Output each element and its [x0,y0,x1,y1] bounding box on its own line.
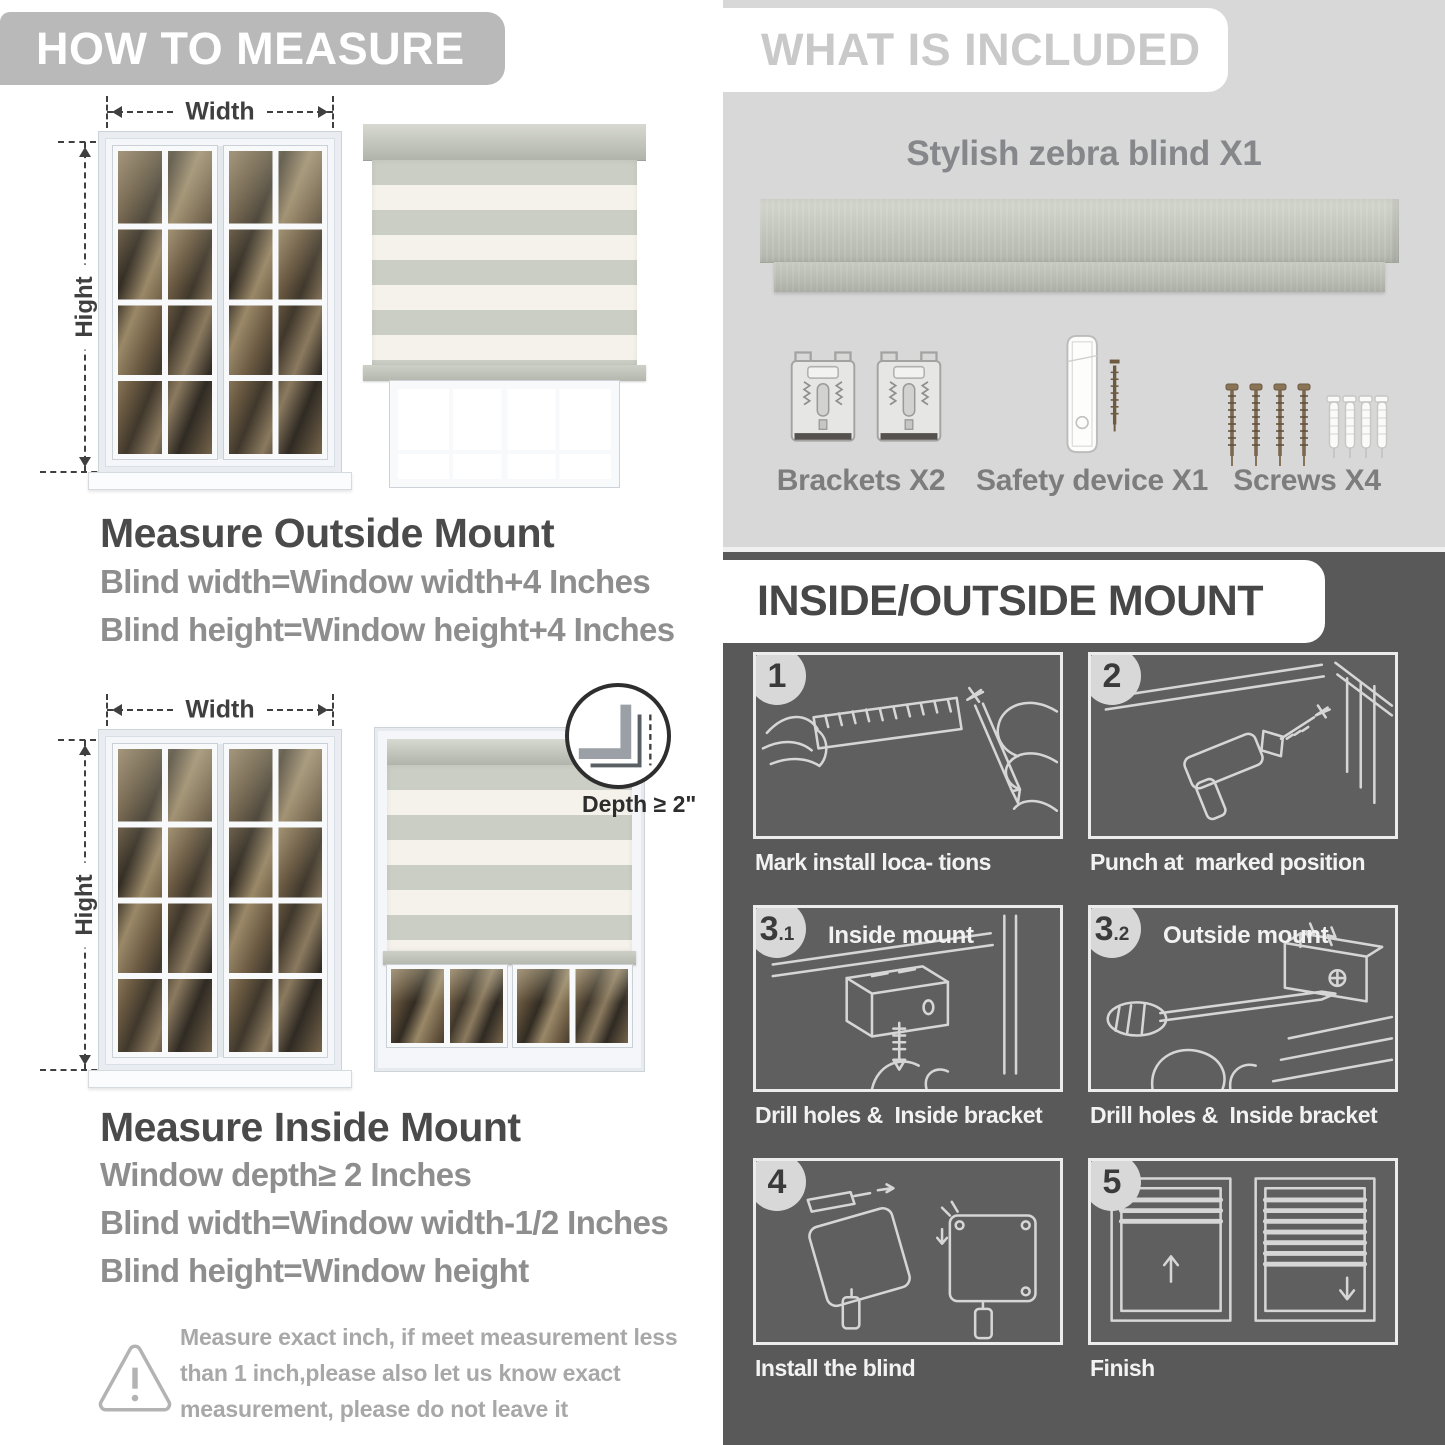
window-sash-right-2 [224,744,328,1057]
lower-sash-left [387,965,507,1047]
outside-mount-line2: Blind height=Window height+4 Inches [100,611,675,648]
width-tick-right-2 [332,694,334,726]
what-is-included-header: WHAT IS INCLUDED [723,8,1228,92]
width-tick-left-2 [106,694,108,726]
safety-device-label: Safety device X1 [975,464,1208,497]
height-arrow-outside [71,142,98,472]
step-5-tile [1088,1158,1398,1345]
inside-mount-line1: Window depth≥ 2 Inches [100,1156,472,1193]
width-tick-right [332,96,334,128]
step-3-2-title: Outside mount [1163,922,1329,949]
outside-mount-line1: Blind width=Window width+4 Inches [100,563,651,600]
inside-mount-line2: Blind width=Window width-1/2 Inches [100,1204,669,1241]
warning-line1: Measure exact inch, if meet measurement less [180,1324,678,1350]
warning-line3: measurement, please do not leave it [180,1396,568,1422]
depth-label: Depth ≥ 2" [582,791,697,817]
lower-glass-row [387,965,632,1047]
warning-line2: than 1 inch,please also let us know exact [180,1360,621,1386]
bracket-icon [872,342,946,454]
inside-mount-line3: Blind height=Window height [100,1252,529,1289]
step-3-1-tile [753,905,1063,1092]
width-label-outside: Width [173,98,266,127]
outside-mount-title: Measure Outside Mount [100,510,555,556]
step-2-tile [1088,652,1398,839]
height-label-outside: Hight [71,264,99,349]
step-3-1-title: Inside mount [828,922,974,949]
window-inside-mount [98,729,342,1072]
window-corner-detail [569,687,667,785]
safety-device-icon [1052,332,1132,458]
blind-cassette-outside [363,124,646,160]
bracket-icon [786,342,860,454]
blind-bottom-rail-inside [383,951,636,965]
window-glass-2 [113,744,327,1057]
window-sill [88,472,352,490]
headrail-bottom-bar-image [774,262,1385,292]
width-label-inside: Width [173,696,266,725]
step-5-caption: Finish [1090,1355,1155,1381]
blind-stripes-outside [372,160,637,365]
step-number-badge: 1 [753,652,806,705]
depth-magnifier-icon [565,683,671,789]
zebra-blind-item-label: Stylish zebra blind X1 [906,134,1262,173]
window-under-blind [390,381,619,487]
window-sill-2 [88,1070,352,1088]
window-sash-right [224,146,328,459]
blind-bottom-rail-outside [363,365,646,381]
warning-triangle-icon [96,1334,174,1420]
width-tick-left [106,96,108,128]
screws-icon [1222,380,1390,474]
inside-outside-mount-header: INSIDE/OUTSIDE MOUNT [723,560,1325,643]
step-1-tile [753,652,1063,839]
step-number-badge: 4 [753,1158,806,1211]
window-glass [113,146,327,459]
height-arrow-inside [71,740,98,1070]
window-sash-left [113,146,217,459]
height-label-inside: Hight [71,862,99,947]
step-4-tile [753,1158,1063,1345]
step-3-2-caption: Drill holes & Inside bracket [1090,1102,1378,1128]
screws-label: Screws X4 [1233,464,1381,497]
step-number-badge: 3.1 [753,905,806,958]
step-3-1-caption: Drill holes & Inside bracket [755,1102,1043,1128]
step-2-caption: Punch at marked position [1090,849,1366,875]
width-arrow-inside [107,695,333,724]
width-arrow-outside [107,97,333,126]
how-to-measure-header: HOW TO MEASURE [0,12,505,85]
headrail-cassette-image [760,199,1399,262]
brackets-label: Brackets X2 [776,464,946,497]
window-sash-left-2 [113,744,217,1057]
step-4-caption: Install the blind [755,1355,916,1381]
lower-sash-right [513,965,633,1047]
step-number-badge: 2 [1088,652,1141,705]
inside-mount-title: Measure Inside Mount [100,1104,521,1150]
step-1-caption: Mark install loca- tions [755,849,991,875]
window-outside-mount [98,131,342,474]
step-number-badge: 5 [1088,1158,1141,1211]
step-number-badge: 3.2 [1088,905,1141,958]
step-3-2-tile [1088,905,1398,1092]
